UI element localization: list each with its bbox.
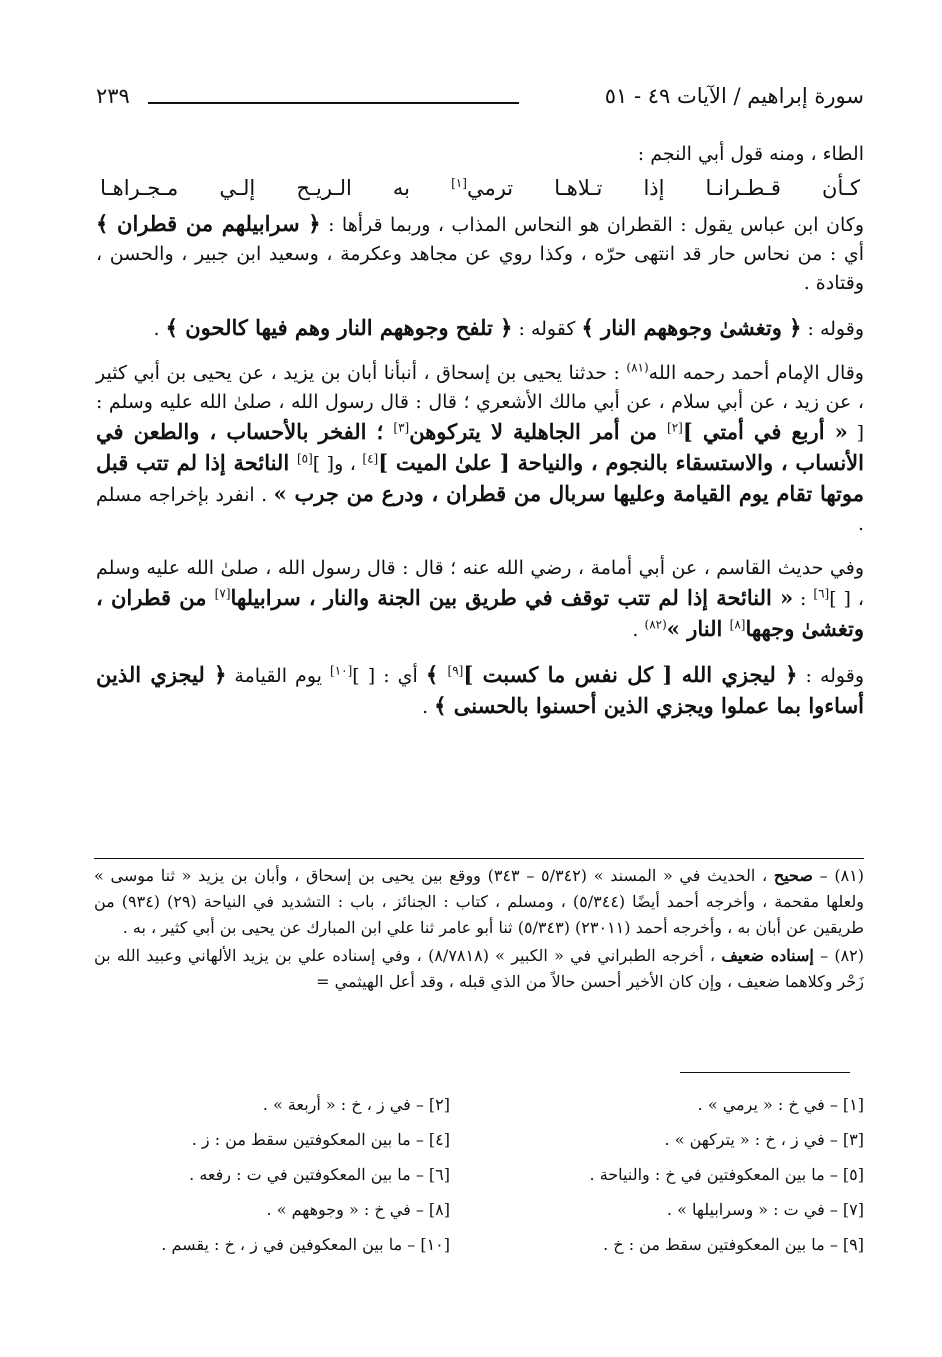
quran-quote: ﴿ تلفح وجوههم النار وهم فيها كالحون ﴾ bbox=[165, 315, 513, 340]
text-run: يوم القيامة bbox=[226, 665, 330, 687]
verse-word: إذا bbox=[643, 176, 665, 200]
variant-ref[interactable]: [٥] bbox=[296, 451, 313, 466]
variant-ref[interactable]: [١٠] bbox=[330, 663, 353, 678]
hadith-text: ؛ الفخر بالأحساب ، والطعن في الأنساب ، والاستسقاء بالنجوم ، والنياحة [ علىٰ الميت ] bbox=[96, 419, 864, 475]
variant-ref[interactable]: [٦] bbox=[813, 586, 830, 601]
footnote-text: ، الحديث في « المسند » (٥/٣٤٢ – ٣٤٣) ووقع بين يحيى بن إسحاق ، وأبان بن يزيد « ثنا موسى » ولعلها مقحمة ، وأخرجه أحمد أيضًا (٥/٣٤٤) ، ومسلم ، كتاب : الجنائز ، باب : التشديد في النياحة (٢٩) (٩٣٤) من طريقين عن أبان به ، وأخرجه أحمد (٢٣٠١١) (٥/٣٤٣) ثنا أبو عامر ثنا علي ابن المبارك عن يحيى بن أبي كثير ، به . bbox=[94, 866, 864, 937]
verse-word: مـجـراهـا bbox=[100, 176, 179, 200]
variant-ref[interactable]: [٩] bbox=[447, 663, 464, 678]
variant-note-6: [٦] – ما بين المعكوفتين في ت : رفعه . bbox=[189, 1165, 450, 1184]
main-text bbox=[96, 140, 864, 722]
manuscript-variants bbox=[96, 1090, 864, 1259]
variant-note-8: [٨] – في خ : « وجوههم » . bbox=[266, 1200, 450, 1219]
paragraph-hadith-qasim bbox=[96, 554, 864, 645]
variant-note-5: [٥] – ما بين المعكوفتين في خ : والنياحة . bbox=[589, 1165, 864, 1184]
verse-word: الـريـح bbox=[296, 176, 352, 200]
hadith-text: من أمر الجاهلية لا يتركوهن bbox=[409, 419, 668, 444]
variant-note-9: [٩] – ما بين المعكوفتين سقط من : خ . bbox=[603, 1235, 864, 1254]
text-run: وفي حديث القاسم ، عن أبي أمامة ، رضي الله عنه ؛ قال : قال رسول الله ، صلىٰ الله عليه وسلم ، [ ] bbox=[96, 557, 864, 610]
variant-note-2: [٢] – في ز ، خ : « أربعة » . bbox=[262, 1095, 450, 1114]
text-run: وقوله : bbox=[801, 318, 864, 340]
verse-word: تـلاهـا bbox=[554, 176, 603, 200]
footnote-number: (٨٢) – bbox=[813, 946, 865, 965]
text-run: : حدثنا يحيى بن إسحاق ، أنبأنا أبان بن يزيد ، عن يحيى بن أبي كثير ، عن زيد ، عن أبي سلام ، عن أبي مالك الأشعري ؛ قال : قال رسول الله ، صلىٰ الله عليه وسلم : [ bbox=[96, 362, 864, 444]
text-run: وكان ابن عباس يقول : القطران هو النحاس المذاب ، وربما قرأها : bbox=[320, 214, 864, 236]
verse-word: كـأن bbox=[822, 176, 860, 200]
text-run: كقوله : bbox=[512, 318, 582, 340]
text-run: وقوله : bbox=[797, 665, 865, 687]
text-run: أي : [ ] bbox=[352, 665, 426, 687]
footnote-text: ، أخرجه الطبراني في « الكبير » (٨/٧٨١٨) ، وفي إسناده علي بن يزيد الألهاني وعبيد الله بن زَحْر وكلاهما ضعيف ، وإن كان الأخير أحسن حالاً من الذي قبله ، وقد أعل الهيثمي = bbox=[94, 946, 864, 991]
variant-note-3: [٣] – في ز ، خ : « يتركهن » . bbox=[664, 1130, 864, 1149]
hadith-text: النار » bbox=[666, 616, 730, 641]
variant-note-7: [٧] – في ت : « وسرابيلها » . bbox=[666, 1200, 864, 1219]
verse-word: إلـي bbox=[219, 176, 256, 200]
surah-title: سورة إبراهيم / الآيات ٤٩ - ٥١ bbox=[604, 84, 864, 108]
variant-note-4: [٤] – ما بين المعكوفتين سقط من : ز . bbox=[191, 1130, 450, 1149]
hadith-text: من قطران ، وتغشىٰ وجهها bbox=[96, 585, 864, 641]
footnote-ref-81[interactable]: (٨١) bbox=[626, 360, 649, 375]
variant-ref[interactable]: [٤] bbox=[362, 451, 379, 466]
variant-ref[interactable]: [١] bbox=[451, 176, 467, 190]
footnote-grade: صحيح bbox=[773, 866, 813, 885]
variant-ref[interactable]: [٣] bbox=[393, 420, 410, 435]
text-run: وقال الإمام أحمد رحمه الله bbox=[648, 362, 864, 384]
paragraph-hadith-ahmad bbox=[96, 359, 864, 539]
running-header bbox=[96, 84, 864, 118]
variant-ref[interactable]: [٢] bbox=[667, 420, 683, 435]
paragraph-final-verse bbox=[96, 660, 864, 722]
poetry-verse bbox=[96, 171, 864, 205]
quran-quote: ﴿ سرابيلهم من قطران ﴾ bbox=[96, 211, 321, 236]
quran-quote: ﴿ وتغشىٰ وجوههم النار ﴾ bbox=[581, 315, 802, 340]
takhrij-footnotes bbox=[94, 858, 864, 997]
paragraph-verse-commentary bbox=[96, 313, 864, 344]
footnote-number: (٨١) – bbox=[812, 866, 865, 885]
verse-word: ترمي bbox=[466, 176, 514, 200]
footnote-82 bbox=[94, 943, 864, 995]
quran-quote: ﴿ ليجزي الله [ كل نفس ما كسبت ] bbox=[463, 662, 798, 687]
quran-quote: ﴿ ليجزي الذين أساءوا بما عملوا ويجزي الذين أحسنوا بالحسنى ﴾ bbox=[96, 662, 864, 718]
variant-note-1: [١] – في خ : « يرمي » . bbox=[697, 1095, 864, 1114]
hadith-text: « أربع في أمتي ] bbox=[682, 419, 848, 444]
variant-note-10: [١٠] – ما بين المعكوفين في ز ، خ : يقسم . bbox=[161, 1235, 450, 1254]
variant-ref[interactable]: [٨] bbox=[729, 617, 746, 632]
page-number: ٢٣٩ bbox=[96, 84, 130, 108]
footnote-ref-82[interactable]: (٨٢) bbox=[644, 617, 667, 632]
hadith-text: « النائحة إذا لم تتب توقف في طريق بين الجنة والنار ، سرابيلها bbox=[230, 585, 794, 610]
text-run: . bbox=[422, 696, 435, 718]
paragraph-intro: الطاء ، ومنه قول أبي النجم : bbox=[637, 143, 864, 165]
footnote-grade: إسناده ضعيف bbox=[721, 946, 814, 965]
paragraph-ibn-abbas bbox=[96, 209, 864, 298]
header-rule bbox=[148, 102, 519, 104]
text-run: . bbox=[632, 619, 645, 641]
variant-ref[interactable]: [٧] bbox=[214, 586, 231, 601]
footnote-81 bbox=[94, 863, 864, 941]
text-run: . bbox=[153, 318, 166, 340]
hadith-text: النائحة إذا لم تتب قبل موتها تقام يوم القيامة وعليها سربال من قطران ، ودرع من جرب » bbox=[96, 450, 864, 506]
text-run: . انفرد بإخراجه مسلم . bbox=[96, 484, 864, 535]
text-run: ، و[ ] bbox=[312, 453, 363, 475]
text-run: أي : من نحاس حار قد انتهى حرّه ، وكذا روي عن مجاهد وعكرمة ، وسعيد ابن جبير ، والحسن ، وقتادة . bbox=[96, 243, 864, 294]
verse-word: به bbox=[392, 176, 411, 200]
quran-quote: ﴾ bbox=[425, 662, 448, 687]
verse-word-with-ref bbox=[451, 171, 513, 205]
verse-word: قـطـرانـا bbox=[705, 176, 781, 200]
variants-rule bbox=[680, 1072, 850, 1073]
text-run: : bbox=[793, 588, 814, 610]
